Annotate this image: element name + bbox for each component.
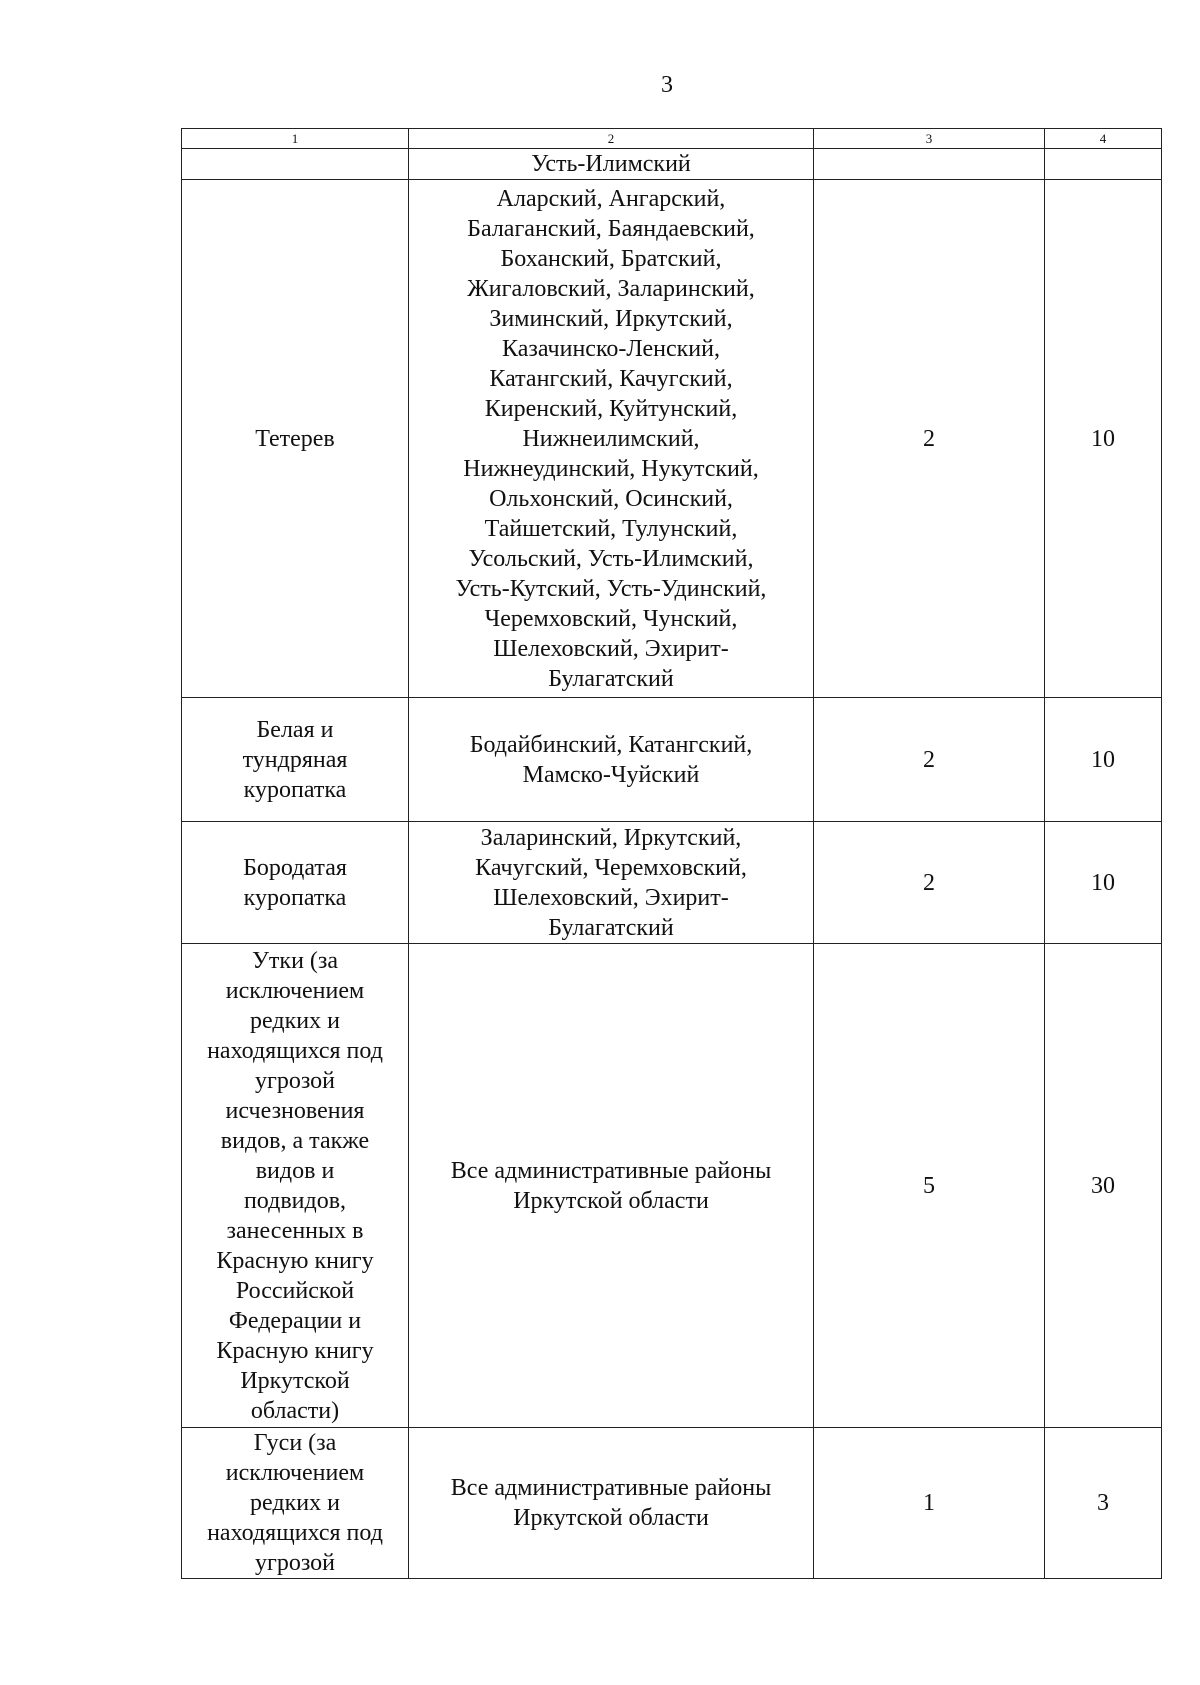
table-row xyxy=(182,822,1162,944)
col3-cell: 2 xyxy=(814,698,1045,822)
column-number-row xyxy=(182,129,1162,149)
col3-cell: 2 xyxy=(814,822,1045,944)
page-number: 3 xyxy=(661,72,673,98)
table-row xyxy=(182,180,1162,698)
col4-cell: 10 xyxy=(1045,698,1162,822)
col4-cell: 3 xyxy=(1045,1428,1162,1579)
table-row xyxy=(182,1428,1162,1579)
species-cell: Гуси (за исключением редких и находящихся под угрозой xyxy=(182,1428,409,1579)
districts-cell: Усть-Илимский xyxy=(409,149,814,180)
table-row xyxy=(182,698,1162,822)
species-cell: Утки (за исключением редких и находящихся под угрозой исчезновения видов, а также видов и подвидов, занесенных в Красную книгу Российской Федерации и Красную книгу Иркутской области) xyxy=(182,944,409,1428)
col4-cell xyxy=(1045,149,1162,180)
col3-cell: 1 xyxy=(814,1428,1045,1579)
table-row xyxy=(182,149,1162,180)
col3-cell: 5 xyxy=(814,944,1045,1428)
hunting-quota-table xyxy=(181,128,1162,1579)
table-row xyxy=(182,944,1162,1428)
districts-cell: Все административные районы Иркутской области xyxy=(409,1428,814,1579)
col3-cell xyxy=(814,149,1045,180)
species-cell: Белая и тундряная куропатка xyxy=(182,698,409,822)
species-cell: Бородатая куропатка xyxy=(182,822,409,944)
column-number-header: 2 xyxy=(409,129,814,149)
districts-cell: Аларский, Ангарский, Балаганский, Баяндаевский, Боханский, Братский, Жигаловский, Заларинский, Зиминский, Иркутский, Казачинско-Ленский, Катангский, Качугский, Киренский, Куйтунский, Нижнеилимский, Нижнеудинский, Нукутский, Ольхонский, Осинский, Тайшетский, Тулунский, Усольский, Усть-Илимский, Усть-Кутский, Усть-Удинский, Черемховский, Чунский, Шелеховский, Эхирит- Булагатский xyxy=(409,180,814,698)
column-number-header: 3 xyxy=(814,129,1045,149)
districts-cell: Все административные районы Иркутской области xyxy=(409,944,814,1428)
districts-cell: Заларинский, Иркутский, Качугский, Черемховский, Шелеховский, Эхирит- Булагатский xyxy=(409,822,814,944)
col4-cell: 10 xyxy=(1045,180,1162,698)
districts-cell: Бодайбинский, Катангский, Мамско-Чуйский xyxy=(409,698,814,822)
col3-cell: 2 xyxy=(814,180,1045,698)
col4-cell: 10 xyxy=(1045,822,1162,944)
species-cell: Тетерев xyxy=(182,180,409,698)
column-number-header: 1 xyxy=(182,129,409,149)
column-number-header: 4 xyxy=(1045,129,1162,149)
species-cell xyxy=(182,149,409,180)
col4-cell: 30 xyxy=(1045,944,1162,1428)
